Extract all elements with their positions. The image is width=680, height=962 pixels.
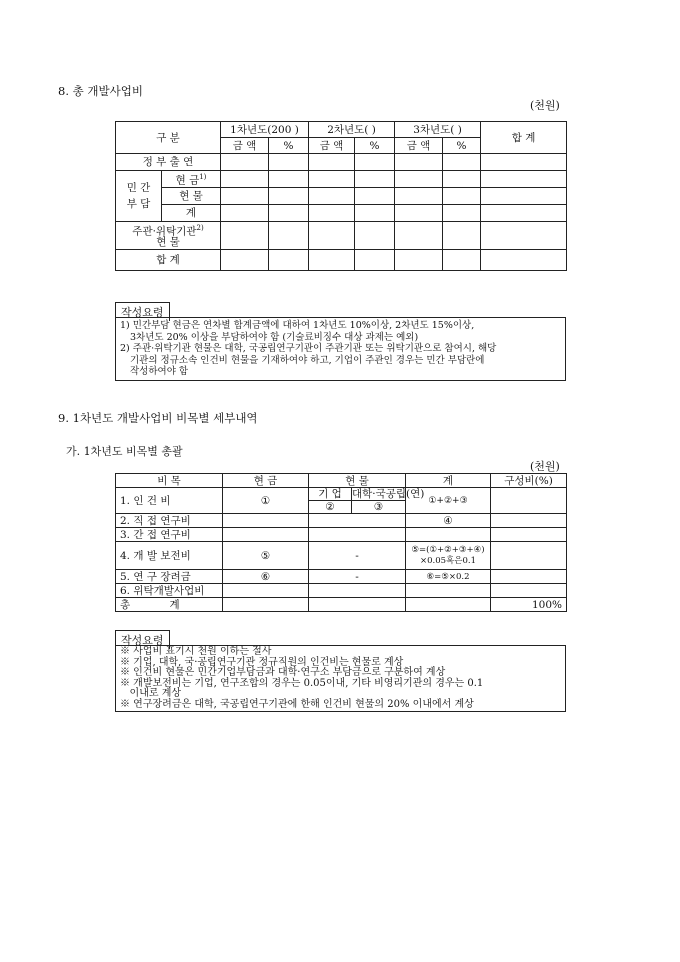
header-year3: 3차년도( ) [395,122,481,138]
header-year2: 2차년도( ) [309,122,395,138]
header-total: 합 계 [481,122,567,154]
cash-cell: ⑥ [223,570,309,584]
item-label: 2. 직 접 연구비 [116,514,223,528]
sum-cell: ⑤=(①+②+③+④) ×0.05혹은0.1 [406,542,491,570]
header-ratio: 구성비(%) [491,474,567,488]
budget-item-table [115,473,567,612]
ratio-cell [491,584,567,598]
section9-unit: (천원) [530,460,560,473]
ratio-cell [491,528,567,542]
sum-cell: ⑥=⑤×0.2 [406,570,491,584]
row-cash-label: 현 금$^{1)}$ [162,171,221,188]
ratio-cell [491,514,567,528]
item-label: 5. 연 구 장려금 [116,570,223,584]
item-label: 6. 위탁개발사업비 [116,584,223,598]
note-line: 이내로 계상 [120,688,182,699]
cash-cell [223,598,309,612]
note-line: ※ 인건비 현물은 민간기업부담금과 대학·연구소 부담금으로 구분하여 계상 [120,667,446,678]
row-private-label: 민 간 부 담 [116,171,162,222]
item-label: 총 계 [116,598,223,612]
ratio-cell [491,570,567,584]
ratio-cell [491,488,567,514]
header-inkind: 현 물 [309,474,406,488]
inkind-a-header: 기 업 [309,488,352,501]
note-line: ※ 연구장려금은 대학, 국공립연구기관에 한해 인건비 현물의 20% 이내에서 계상 [120,698,474,710]
header-percent: % [355,138,395,154]
section8-unit: (천원) [530,99,560,112]
header-amount: 금 액 [395,138,443,154]
header-amount: 금 액 [309,138,355,154]
total-budget-table [115,121,567,271]
ratio-cell [491,542,567,570]
row-inkind-label: 현 물 [162,188,221,205]
item-label: 3. 간 접 연구비 [116,528,223,542]
item-label: 4. 개 발 보전비 [116,542,223,570]
note-line: ※ 기업, 대학, 국·공립연구기관 정규직원의 인건비는 현물로 계상 [120,656,404,668]
inkind-b-header: 대학·국공립(연) [352,488,425,500]
header-cash: 현 금 [223,474,309,488]
row-subtotal-label: 계 [162,205,221,222]
inkind-cell [309,598,406,612]
sum-cell [406,598,491,612]
note-line: 기관의 정규소속 인건비 현물을 기재하여야 하고, 기업이 주관인 경우는 민간 부담란에 [130,354,485,366]
note-line: 3차년도 20% 이상을 부담하여야 함 (기술료비징수 대상 과제는 예외) [130,331,419,343]
note-line: 작성하여야 함 [130,366,189,377]
cash-cell [223,514,309,528]
note-line: 1) 민간부담 현금은 연차별 합계금액에 대하여 1차년도 10%이상, 2차년도 15%이상, [120,320,475,331]
sum-cell: ④ [406,514,491,528]
cash-cell: ① [223,488,309,514]
header-gubun: 구 분 [116,122,221,154]
inkind-cell: - [309,542,406,570]
header-year1: 1차년도(200 ) [221,122,309,138]
sum-cell [406,584,491,598]
note-line: ※ 사업비 표기시 천원 이하는 절사 [120,646,272,657]
row-total-label: 합 계 [116,250,221,271]
note-line: ※ 개발보전비는 기업, 연구조합의 경우는 0.05이내, 기타 비영리기관의 경우는 0.1 [120,677,484,689]
section9-subheading: 가. 1차년도 비목별 총괄 [66,445,183,458]
cash-cell: ⑤ [223,542,309,570]
inkind-cell [309,528,406,542]
section9-notes [115,645,566,712]
cash-cell [223,584,309,598]
section8-notes-title: 작성요령 [115,302,170,321]
inkind-b-cell: ③ [352,501,406,514]
header-sum: 계 [406,474,491,488]
header-item: 비 목 [116,474,223,488]
sum-cell: ①+②+③ [406,488,491,514]
section8-notes [115,317,566,381]
section9-heading: 9. 1차년도 개발사업비 비목별 세부내역 [58,411,258,425]
item-label: 1. 인 건 비 [116,488,223,514]
header-percent: % [269,138,309,154]
inkind-cell [309,584,406,598]
inkind-a-cell: ② [309,501,352,514]
header-percent: % [443,138,481,154]
inkind-cell [309,514,406,528]
cash-cell [223,528,309,542]
ratio-cell: 100% [491,598,567,612]
header-amount: 금 액 [221,138,269,154]
inkind-cell: - [309,570,406,584]
section8-heading: 8. 총 개발사업비 [58,84,143,98]
note-line: 2) 주관·위탁기관 현물은 대학, 국공립연구기관이 주관기관 또는 위탁기관으로 참여시, 해당 [120,343,497,354]
sum-cell [406,528,491,542]
row-gov-label: 정 부 출 연 [116,154,221,171]
section9-notes-title: 작성요령 [115,630,170,649]
row-host-label: 주관·위탁기관$^{2)}$ 현 물 [116,222,221,250]
